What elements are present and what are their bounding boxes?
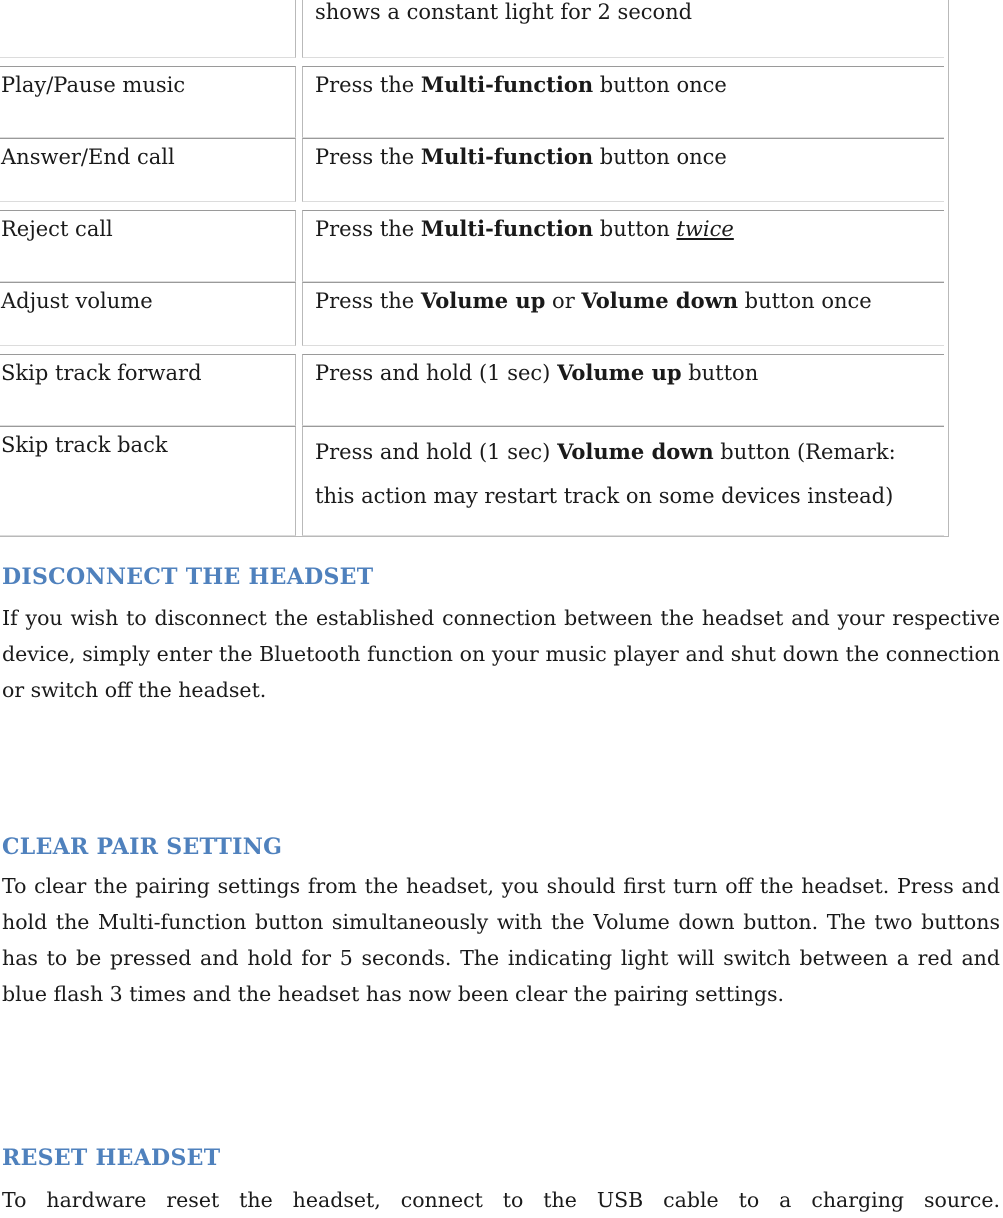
table-row [0, 282, 948, 346]
table-cell-action [0, 354, 296, 426]
table-cell-instruction [302, 282, 944, 346]
table-row [0, 426, 948, 536]
table-cell-instruction [302, 354, 944, 426]
table-cell-action [0, 210, 296, 282]
action-label: Reject call [1, 217, 113, 241]
instruction-text: button [593, 217, 677, 241]
table-row [0, 66, 948, 138]
button-name: Volume down [581, 288, 738, 313]
table-row [0, 0, 948, 58]
instruction-text: Press the [315, 289, 421, 313]
table-cell-action [0, 66, 296, 138]
instruction-text: or [545, 289, 582, 313]
table-cell-action [0, 0, 296, 58]
instruction-text: button once [593, 145, 727, 169]
button-name: Volume up [420, 288, 546, 313]
section-body-reset: To hardware reset the headset, connect to the USB cable to a charging source. [2, 1188, 1000, 1212]
instruction-text: Press the [315, 145, 421, 169]
action-label: Adjust volume [1, 289, 153, 313]
button-name: Multi-function [420, 144, 594, 169]
instruction-text: button once [737, 289, 872, 313]
instruction-text: shows a constant light for 2 second [315, 0, 693, 24]
table-cell-instruction [302, 0, 944, 58]
instruction-text: Press the [315, 217, 421, 241]
section-heading-clear-pair: CLEAR PAIR SETTING [2, 834, 283, 860]
instruction-text: button once [593, 73, 727, 97]
table-row [0, 138, 948, 202]
instruction-text: button [681, 361, 759, 385]
table-cell-action [0, 282, 296, 346]
table-cell-instruction [302, 138, 944, 202]
table-cell-instruction [302, 426, 944, 536]
button-name: Volume down [557, 439, 714, 464]
table-row [0, 210, 948, 282]
instruction-text: Press and hold (1 sec) [315, 361, 558, 385]
action-label: Play/Pause music [1, 73, 186, 97]
section-heading-disconnect: DISCONNECT THE HEADSET [2, 564, 374, 590]
table-row [0, 354, 948, 426]
instruction-text: Press and hold (1 sec) [315, 440, 558, 464]
section-body-clear-pair: To clear the pairing settings from the headset, you should first turn off the headset. Press and hold the Multi-function button simultaneously with the Volume down button. The two buttons has to be pressed and hold for 5 seconds. The indicating light will switch between a red and blue flash 3 times and the headset has now been clear the pairing settings. [2, 874, 1000, 1006]
button-name: Multi-function [420, 216, 594, 241]
emphasis-text: twice [676, 217, 734, 241]
button-operations-table [0, 0, 949, 537]
action-label: Skip track back [1, 433, 168, 457]
action-label: Answer/End call [1, 145, 175, 169]
table-cell-action [0, 426, 296, 536]
table-cell-instruction [302, 66, 944, 138]
instruction-text: Press the [315, 73, 421, 97]
button-name: Multi-function [420, 72, 594, 97]
section-heading-reset: RESET HEADSET [2, 1145, 221, 1171]
button-name: Volume up [557, 360, 682, 385]
table-cell-action [0, 138, 296, 202]
section-body-disconnect: If you wish to disconnect the established connection between the headset and your respective device, simply enter the Bluetooth function on your music player and shut down the connection or switch off the headset. [2, 606, 1000, 702]
instruction-text: button (Remark: [713, 440, 896, 464]
table-cell-instruction [302, 210, 944, 282]
instruction-text: this action may restart track on some devices instead) [315, 484, 894, 508]
action-label: Skip track forward [1, 361, 202, 385]
